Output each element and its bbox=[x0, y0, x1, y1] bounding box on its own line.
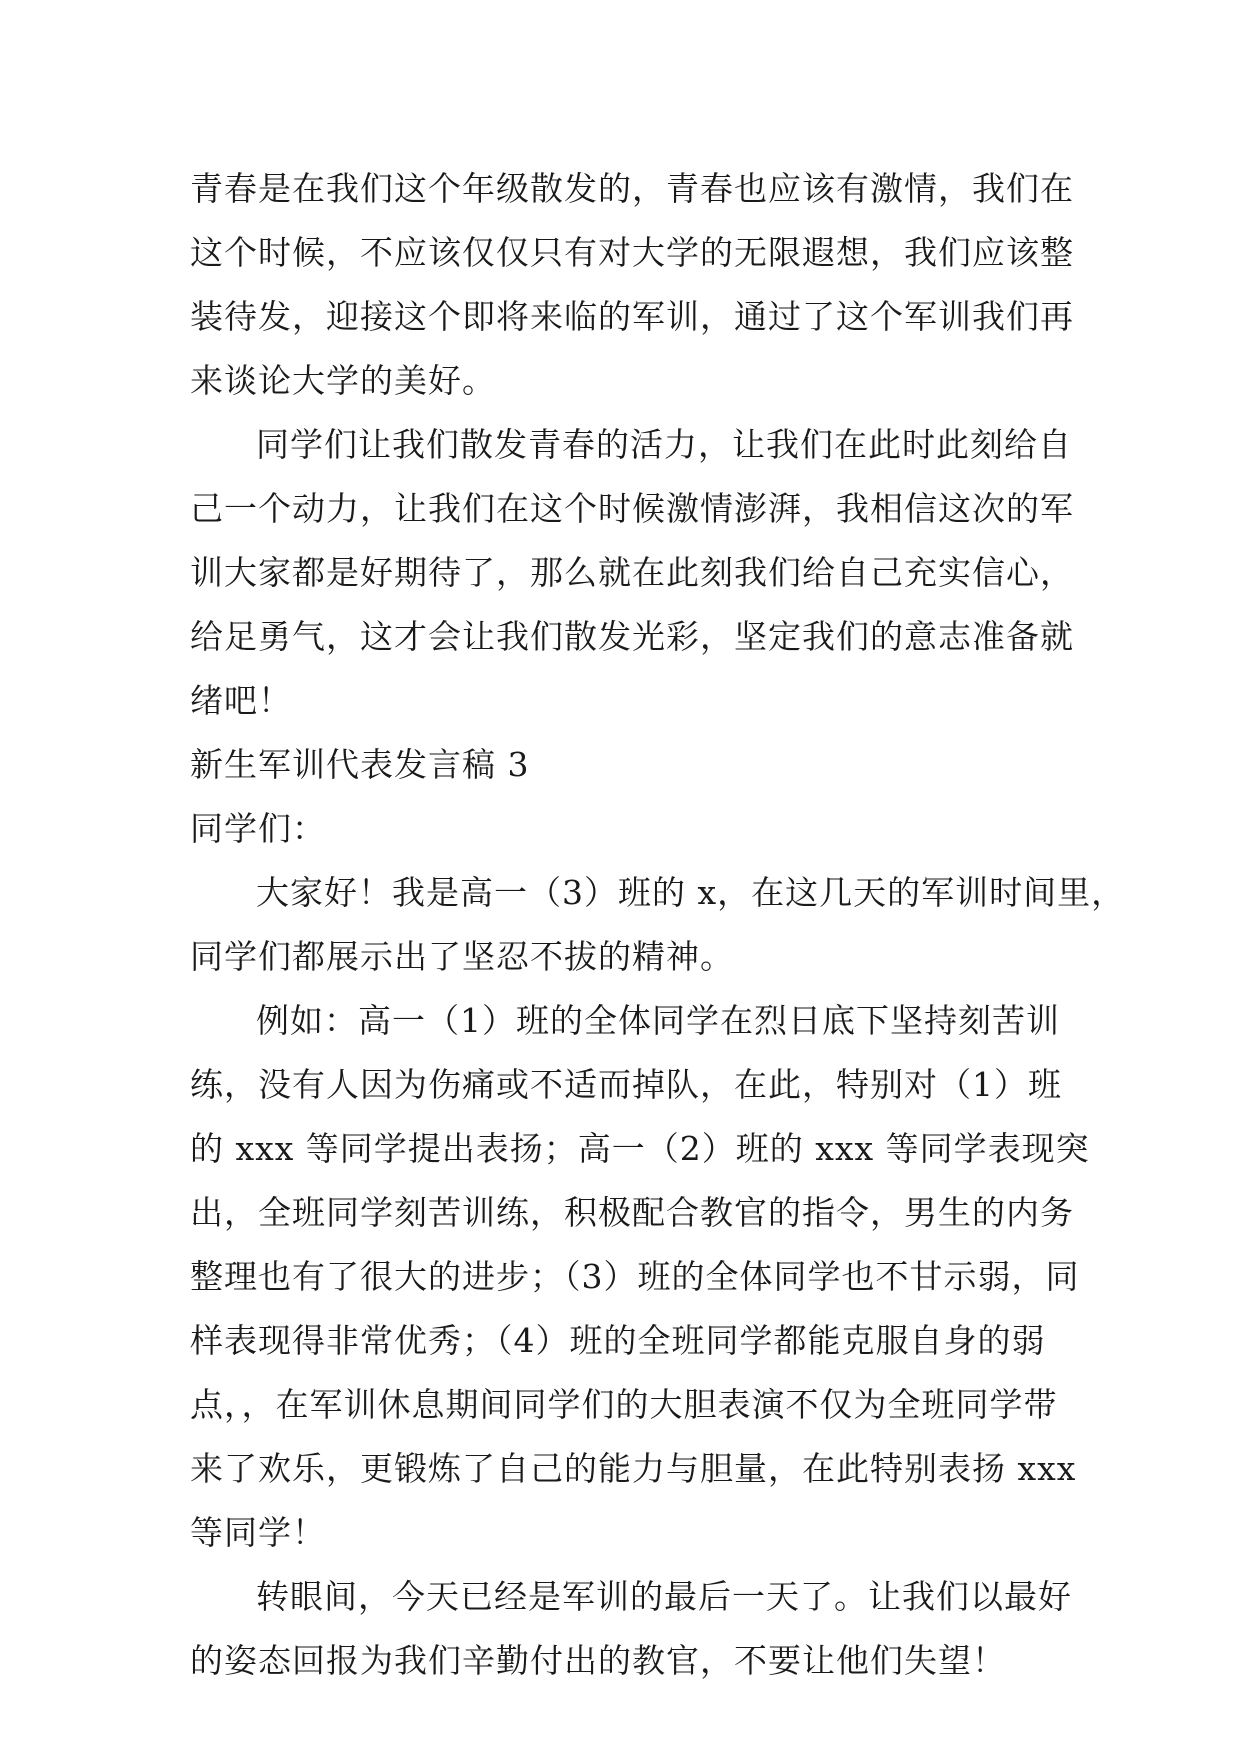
text-line: 训大家都是好期待了，那么就在此刻我们给自己充实信心， bbox=[190, 553, 1074, 592]
text-line: 的姿态回报为我们辛勤付出的教官，不要让他们失望！ bbox=[190, 1641, 1006, 1680]
text-line: 装待发，迎接这个即将来临的军训，通过了这个军训我们再 bbox=[190, 297, 1074, 336]
text-line: 来了欢乐，更锻炼了自己的能力与胆量，在此特别表扬 xxx bbox=[190, 1449, 1077, 1488]
text-line: 等同学！ bbox=[190, 1513, 326, 1552]
text-line: 例如：高一（1）班的全体同学在烈日底下坚持刻苦训 bbox=[256, 1001, 1060, 1040]
text-line: 绪吧！ bbox=[190, 681, 292, 720]
document-body bbox=[190, 157, 1126, 1693]
section-heading: 新生军训代表发言稿 3 bbox=[190, 745, 530, 784]
text-line: 大家好！我是高一（3）班的 x，在这几天的军训时间里， bbox=[256, 873, 1126, 912]
text-line: 的 xxx 等同学提出表扬；高一（2）班的 xxx 等同学表现突 bbox=[190, 1129, 1090, 1168]
text-line: 这个时候，不应该仅仅只有对大学的无限遐想，我们应该整 bbox=[190, 233, 1074, 272]
salutation: 同学们： bbox=[190, 809, 326, 848]
text-line: 点，，在军训休息期间同学们的大胆表演不仅为全班同学带 bbox=[190, 1385, 1058, 1424]
text-line: 练，没有人因为伤痛或不适而掉队，在此，特别对（1）班 bbox=[190, 1065, 1062, 1104]
text-line: 给足勇气，这才会让我们散发光彩，坚定我们的意志准备就 bbox=[190, 617, 1074, 656]
text-line: 样表现得非常优秀；（4）班的全班同学都能克服自身的弱 bbox=[190, 1321, 1046, 1360]
text-line: 出，全班同学刻苦训练，积极配合教官的指令，男生的内务 bbox=[190, 1193, 1074, 1232]
text-line: 青春是在我们这个年级散发的，青春也应该有激情，我们在 bbox=[190, 169, 1074, 208]
text-line: 同学们都展示出了坚忍不拔的精神。 bbox=[190, 937, 734, 976]
text-line: 整理也有了很大的进步；（3）班的全体同学也不甘示弱，同 bbox=[190, 1257, 1080, 1296]
text-line: 转眼间，今天已经是军训的最后一天了。让我们以最好 bbox=[256, 1577, 1072, 1616]
text-line: 己一个动力，让我们在这个时候激情澎湃，我相信这次的军 bbox=[190, 489, 1074, 528]
text-line: 来谈论大学的美好。 bbox=[190, 361, 496, 400]
text-line: 同学们让我们散发青春的活力，让我们在此时此刻给自 bbox=[256, 425, 1072, 464]
